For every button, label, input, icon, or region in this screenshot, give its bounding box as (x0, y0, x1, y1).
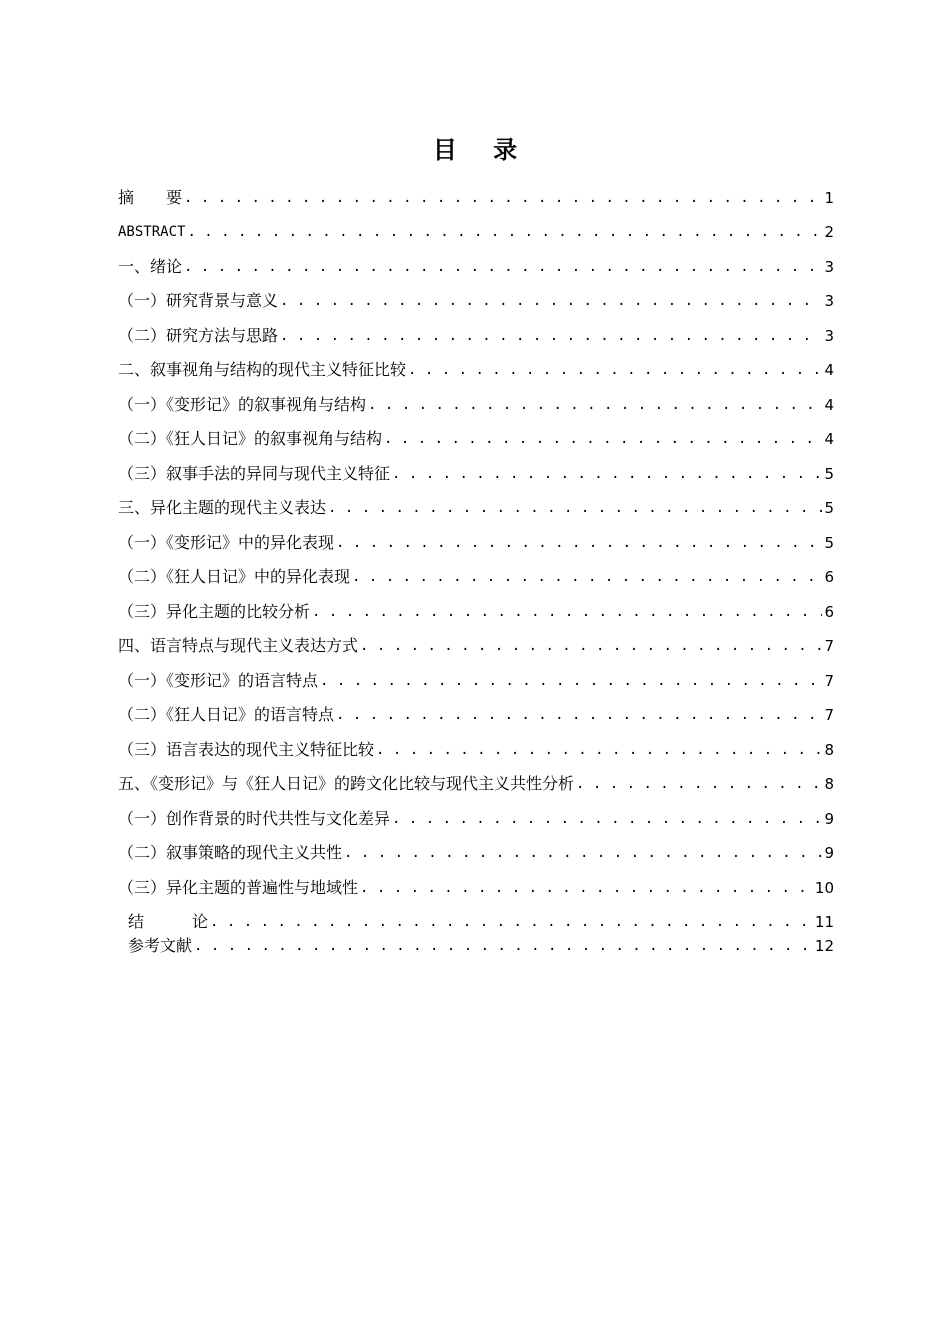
toc-entry-page: 10 (814, 878, 834, 897)
toc-entry-page: 1 (824, 188, 834, 207)
toc-leader (360, 875, 813, 903)
toc-entry-chapter-5[interactable] (118, 765, 834, 800)
toc-leader (184, 185, 822, 213)
toc-entry-label: （一）创作背景的时代共性与文化差异 (118, 808, 391, 828)
toc-entry-page: 4 (824, 395, 834, 414)
toc-entry-abstract-cn[interactable] (118, 178, 834, 213)
toc-leader (392, 461, 822, 489)
toc-entry-conclusion[interactable] (118, 903, 834, 938)
toc-entry-section[interactable] (118, 282, 834, 317)
toc-leader (360, 633, 822, 661)
toc-entry-page: 8 (824, 775, 834, 793)
toc-entry-label: 一、绪论 (118, 256, 183, 276)
toc-entry-section[interactable] (118, 385, 834, 420)
toc-leader (408, 357, 822, 385)
toc-entry-references[interactable] (118, 937, 834, 961)
toc-leader (376, 737, 822, 765)
toc-entry-section[interactable] (118, 868, 834, 903)
toc-entry-chapter-1[interactable] (118, 247, 834, 282)
toc-leader (368, 392, 822, 420)
toc-entry-label: （三）异化主题的比较分析 (118, 601, 311, 621)
toc-leader (392, 806, 822, 834)
toc-leader (194, 933, 813, 961)
toc-entry-section[interactable] (118, 661, 834, 696)
toc-leader (336, 702, 822, 730)
toc-list (118, 178, 834, 961)
toc-leader (320, 668, 822, 696)
toc-leader (352, 564, 822, 592)
toc-entry-page: 3 (824, 257, 834, 276)
toc-entry-label: （二）叙事策略的现代主义共性 (118, 843, 343, 862)
toc-entry-label: 五、《变形记》与《狂人日记》的跨文化比较与现代主义共性分析 (118, 774, 575, 793)
toc-entry-page: 6 (824, 568, 834, 586)
toc-entry-label: （三）异化主题的普遍性与地域性 (118, 877, 359, 897)
toc-leader (384, 426, 822, 454)
toc-entry-section[interactable] (118, 316, 834, 351)
toc-entry-chapter-2[interactable] (118, 351, 834, 386)
toc-entry-label: （一）研究背景与意义 (118, 291, 279, 310)
toc-entry-section[interactable] (118, 696, 834, 731)
toc-entry-label: 参考文献 (128, 936, 193, 955)
toc-entry-label: （一）《变形记》中的异化表现 (118, 532, 335, 552)
toc-leader (328, 495, 822, 523)
toc-entry-section[interactable] (118, 834, 834, 869)
toc-leader (336, 530, 822, 558)
toc-leader (312, 599, 822, 627)
toc-entry-label: （三）叙事手法的异同与现代主义特征 (118, 463, 391, 483)
toc-entry-page: 3 (824, 326, 834, 345)
toc-entry-page: 5 (824, 533, 834, 552)
toc-entry-label: 结 论 (128, 912, 209, 931)
toc-leader (344, 840, 822, 868)
toc-entry-section[interactable] (118, 523, 834, 558)
toc-entry-label: （三）语言表达的现代主义特征比较 (118, 739, 375, 759)
toc-entry-page: 7 (824, 637, 834, 655)
toc-entry-page: 5 (824, 499, 834, 517)
toc-entry-page: 6 (824, 602, 834, 621)
toc-entry-label: （一）《变形记》的语言特点 (118, 670, 319, 690)
toc-entry-page: 4 (824, 430, 834, 448)
toc-leader (280, 323, 822, 351)
toc-entry-abstract-en[interactable] (118, 213, 834, 248)
toc-leader (184, 254, 822, 282)
toc-leader (280, 288, 822, 316)
toc-entry-page: 8 (824, 740, 834, 759)
toc-entry-page: 12 (814, 937, 834, 955)
toc-entry-label: （一）《变形记》的叙事视角与结构 (118, 394, 367, 414)
toc-entry-chapter-3[interactable] (118, 489, 834, 524)
toc-entry-page: 9 (824, 844, 834, 862)
toc-entry-section[interactable] (118, 558, 834, 593)
toc-entry-label: （二）研究方法与思路 (118, 325, 279, 345)
toc-title: 目 录 (432, 136, 532, 164)
toc-entry-page: 7 (824, 706, 834, 724)
toc-entry-label: （二）《狂人日记》的叙事视角与结构 (118, 429, 383, 448)
toc-entry-label: 四、语言特点与现代主义表达方式 (118, 636, 359, 655)
toc-entry-label: ABSTRACT (118, 224, 186, 240)
toc-entry-page: 2 (824, 223, 834, 241)
toc-entry-label: 三、异化主题的现代主义表达 (118, 498, 327, 517)
toc-entry-label: （二）《狂人日记》的语言特点 (118, 705, 335, 724)
toc-entry-section[interactable] (118, 799, 834, 834)
toc-entry-page: 11 (814, 913, 834, 931)
toc-leader (187, 219, 822, 247)
toc-entry-page: 5 (824, 464, 834, 483)
toc-entry-chapter-4[interactable] (118, 627, 834, 662)
toc-entry-page: 3 (824, 292, 834, 310)
toc-entry-page: 4 (824, 361, 834, 379)
toc-entry-label: 二、叙事视角与结构的现代主义特征比较 (118, 360, 407, 379)
toc-entry-section[interactable] (118, 420, 834, 455)
toc-entry-section[interactable] (118, 730, 834, 765)
toc-leader (576, 771, 822, 799)
toc-entry-section[interactable] (118, 454, 834, 489)
toc-entry-label: 摘 要 (118, 187, 183, 207)
toc-entry-section[interactable] (118, 592, 834, 627)
toc-entry-page: 9 (824, 809, 834, 828)
toc-entry-page: 7 (824, 671, 834, 690)
toc-entry-label: （二）《狂人日记》中的异化表现 (118, 567, 351, 586)
